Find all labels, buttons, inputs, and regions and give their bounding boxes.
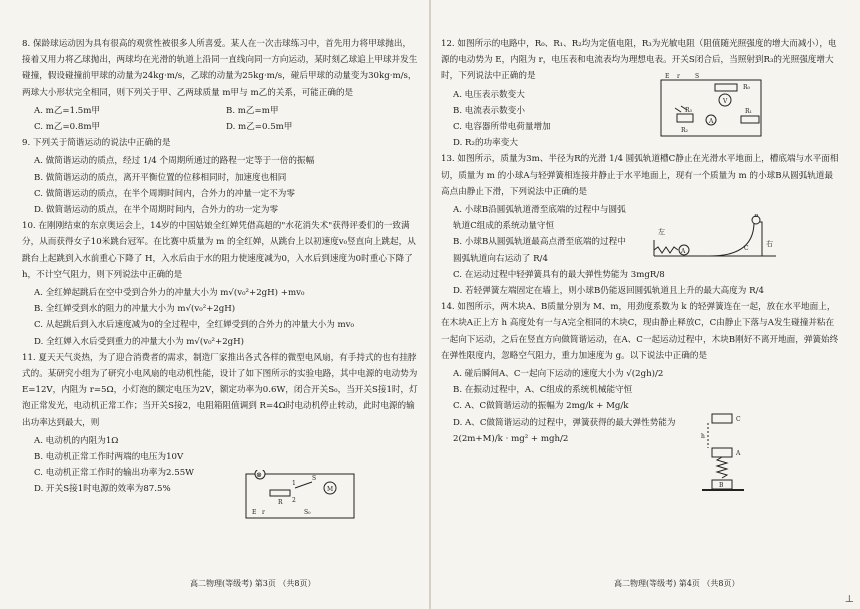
r3-label: R₃ xyxy=(685,107,692,114)
spring-blocks-figure xyxy=(700,410,770,502)
height-h-label: h xyxy=(701,433,705,440)
emf-label: E xyxy=(665,73,670,80)
option-d: D. m乙=0.5m甲 xyxy=(226,122,293,133)
question-8-options-row2 xyxy=(22,119,418,135)
switch-label: S xyxy=(695,73,700,80)
question-9 xyxy=(22,135,418,218)
option-d: D. 若轻弹簧左端固定在墙上，则小球B仍能返回圆弧轨道且上升的最大高度为 R/4 xyxy=(453,286,764,297)
question-13 xyxy=(441,151,841,299)
ball-a-label: A xyxy=(681,248,686,255)
option-a: A. m乙=1.5m甲 xyxy=(34,105,101,116)
arc-track-figure xyxy=(650,214,780,264)
option-d: D. A、C做简谐运动的过程中，弹簧获得的最大弹性势能为 2(2m+M)/k · mg² + mgh/2 xyxy=(453,417,676,444)
option-c: C. 在运动过程中轻弹簧具有的最大弹性势能为 3mgR/8 xyxy=(453,269,665,280)
block-a-label: A xyxy=(736,450,741,457)
r1-label: R₁ xyxy=(745,108,752,115)
option-a: A. 碰后瞬间A、C一起向下运动的速度大小为 √(2gh)/2 xyxy=(453,369,664,380)
corner-mark: ⊥ xyxy=(844,594,854,605)
ball-b-label: B xyxy=(754,214,759,219)
left-label: 左 xyxy=(658,228,665,236)
option-a: A. 电动机的内阻为1Ω xyxy=(34,435,119,446)
motor-label: M xyxy=(327,486,334,493)
r2-label: R₂ xyxy=(681,127,688,134)
r0-label: R₀ xyxy=(743,84,750,91)
page-3-footer: 高二物理(等级考) 第3页 （共8页） xyxy=(190,579,316,588)
option-b: B. m乙=m甲 xyxy=(226,105,279,116)
option-c: C. A、C做简谐运动的振幅为 2mg/k + Mg/k xyxy=(453,401,629,412)
option-a: A. 做简谐运动的质点，经过 1/4 个周期所通过的路程一定等于一倍的振幅 xyxy=(34,156,315,167)
option-a: A. 电压表示数变大 xyxy=(453,89,525,100)
block-b-label: B xyxy=(719,482,724,489)
option-a: A. 小球B沿圆弧轨道滑至底端的过程中与圆弧轨道C组成的系统动量守恒 xyxy=(453,205,626,232)
option-c: C. 电动机正常工作时的输出功率为2.55W xyxy=(34,468,195,479)
option-c: C. 从起跳后到入水后速度减为0的全过程中，全红婵受到的合外力的冲量大小为 mv₀ xyxy=(34,320,354,331)
switch-label: S xyxy=(312,475,317,482)
option-d: D. R₂的功率变大 xyxy=(453,138,518,149)
question-13-stem: 13. 如图所示，质量为3m、半径为R的光滑 1/4 圆弧轨道槽C静止在光滑水平地面上，槽底端与水平面相切，质量为 m 的小球A与轻弹簧相连接并静止于水平地面上，现有一个质量为 m 的小球B从圆弧轨道最高点由静止下滑，下列说法中正确的是 xyxy=(441,154,839,197)
option-b: B. 全红婵受到水的阻力的冲量大小为 m√(v₀²+2gH) xyxy=(34,304,236,315)
option-b: B. 电动机正常工作时两端的电压为10V xyxy=(34,452,184,463)
terminal-1-label: 1 xyxy=(292,480,296,487)
switch-s0-label: S₀ xyxy=(304,509,311,516)
ammeter-label: A xyxy=(709,118,714,125)
option-c: C. m乙=0.8m甲 xyxy=(34,122,101,133)
question-11-stem: 11. 夏天天气炎热，为了迎合消费者的需求，制造厂家推出各式各样的微型电风扇，有手持式的也有挂脖式的。某研究小组为了研究小电风扇的电动机性能，设计了如下图所示的实验电路，其中电源的电动势为 E=12V，内阻为 r=5Ω，小灯泡的额定电压为2V，额定功率为0.6W，闭合开关S₀，当开关S接1时，灯泡正常发光，电动机正常工作；当开关S接2，电阻箱阻值调到 R=4Ω时电动机停止转动，此时电源的输出功率达到最大，则 xyxy=(22,352,418,428)
question-12 xyxy=(441,36,841,151)
block-c-label: C xyxy=(736,416,741,423)
question-8-options xyxy=(22,103,418,119)
track-c-label: C xyxy=(744,245,749,252)
right-label: 右 xyxy=(766,240,773,248)
question-8-stem: 8. 保龄球运动因为具有很高的观赏性被很多人所喜爱。某人在一次击球练习中，首先用力将甲球抛出，接着又用力将乙球抛出，两球均在光滑的轨道上沿同一直线向同一方向运动，某时刻乙球追上甲球并发生碰撞，假设碰撞前甲球的动量为24kg·m/s，乙球的动量为25kg·m/s，碰后甲球的动量变为30kg·m/s，两球大小形状完全相同，则下列关于甲、乙两球质量 m甲与 m乙的关系，可能正确的是 xyxy=(22,39,418,98)
option-d: D. 开关S接1时电源的效率为87.5% xyxy=(34,484,171,495)
motor-circuit-figure xyxy=(240,470,360,522)
option-c: C. 做简谐运动的质点，在半个周期时间内，合外力的冲量一定不为零 xyxy=(34,188,295,199)
option-d: D. 全红婵入水后受到重力的冲量大小为 m√(v₀²+2gH) xyxy=(34,336,245,347)
page-4-footer: 高二物理(等级考) 第4页 （共8页） xyxy=(614,579,740,588)
question-14-stem: 14. 如图所示，两木块A、B质量分别为 M、m，用劲度系数为 k 的轻弹簧连在一起，放在水平地面上，在木块A正上方 h 高度处有一与A完全相同的木块C，现由静止释放C，C由静止下落与A发生碰撞并粘在一起向下运动，之后在竖直方向做简谐运动，在A、C一起运动过程中，木块B刚好不离开地面，弹簧始终在弹性限度内，忽略空气阻力，重力加速度为 g。以下说法中正确的是 xyxy=(441,302,839,361)
internal-r-label: r xyxy=(677,73,680,80)
page-fold-divider xyxy=(429,0,431,609)
option-a: A. 全红婵起跳后在空中受到合外力的冲量大小为 m√(v₀²+2gH) +mv₀ xyxy=(34,288,305,299)
svg-text:⊗: ⊗ xyxy=(256,471,262,479)
option-b: B. 电流表示数变小 xyxy=(453,105,525,116)
question-10-stem: 10. 在刚刚结束的东京奥运会上，14岁的中国姑娘全红婵凭借高超的"水花消失术"获得评委们的一致满分，从而获得女子10米跳台冠军。在比赛中质量为 m 的全红婵，从跳台上以初速度v₀竖直向上跳起，从跳台上起跳到入水前重心下降了 H，入水后由于水的阻力使速度减为0，入水后到速度为0时重心下降了 h，不计空气阻力，则下列说法中正确的是 xyxy=(22,221,416,280)
option-b: B. 做简谐运动的质点，离开平衡位置的位移相同时，加速度也相同 xyxy=(34,172,287,183)
question-9-stem: 9. 下列关于简谐运动的说法中正确的是 xyxy=(22,138,171,149)
emf-label: E xyxy=(252,509,257,516)
page-3-column xyxy=(22,36,418,498)
page-4-column xyxy=(441,36,841,447)
option-c: C. 电容器所带电荷量增加 xyxy=(453,122,551,133)
option-b: B. 在振动过程中，A、C组成的系统机械能守恒 xyxy=(453,385,633,396)
resistor-label: R xyxy=(278,499,283,506)
question-14 xyxy=(441,299,841,447)
voltmeter-label: V xyxy=(723,98,728,105)
question-8 xyxy=(22,36,418,135)
option-b: B. 小球B从圆弧轨道最高点滑至底端的过程中圆弧轨道向右运动了 R/4 xyxy=(453,237,626,264)
option-d: D. 做简谐运动的质点，在半个周期时间内，合外力的功一定为零 xyxy=(34,205,279,216)
resistor-box xyxy=(270,490,290,496)
terminal-2-label: 2 xyxy=(292,497,296,504)
question-10 xyxy=(22,218,418,350)
question-12-stem: 12. 如图所示的电路中，R₀、R₁、R₂均为定值电阻，R₃为光敏电阻（阻值随光照强度的增大而减小），电源的电动势为 E，内阻为 r，电压表和电流表均为理想电表。开关S闭合后，当照射到R₃的光照强度增大时，下列说法中正确的是 xyxy=(441,39,837,82)
photoresistor-circuit-figure xyxy=(655,70,775,142)
internal-r-label: r xyxy=(262,509,265,516)
